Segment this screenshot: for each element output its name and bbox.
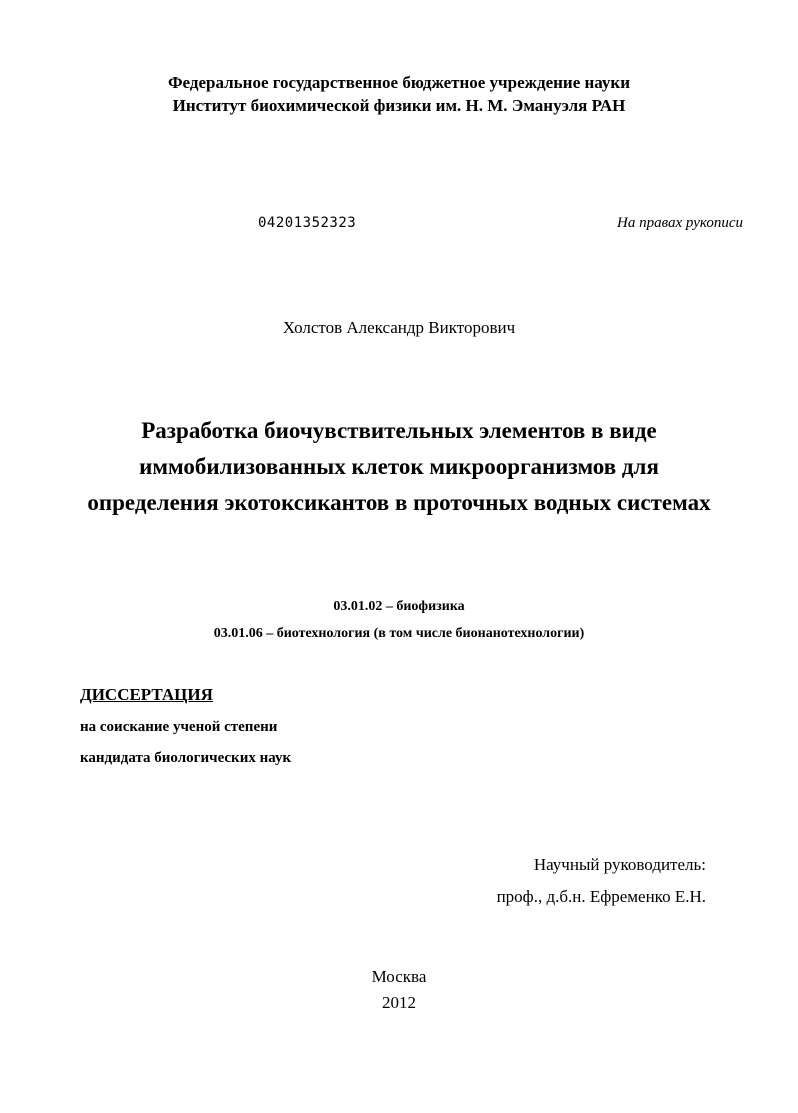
supervisor-label: Научный руководитель:: [533, 855, 706, 874]
title-line-2: иммобилизованных клеток микроорганизмов для: [139, 454, 659, 479]
specialty-1: 03.01.02 – биофизика: [333, 599, 465, 614]
city: Москва: [371, 967, 427, 986]
supervisor-name: проф., д.б.н. Ефременко Е.Н.: [496, 887, 706, 906]
rights-note: На правах рукописи: [617, 215, 743, 231]
title-line-3: определения экотоксикантов в проточных водных системах: [87, 490, 711, 515]
institution-line-1: Федеральное государственное бюджетное учреждение науки: [167, 73, 631, 92]
specialty-2: 03.01.06 – биотехнология (в том числе бионанотехнологии): [213, 626, 585, 641]
dissertation-title: [0, 413, 798, 521]
year: 2012: [382, 993, 416, 1012]
document-code: 04201352323: [258, 215, 357, 231]
degree-line-2: кандидата биологических наук: [80, 750, 292, 766]
title-line-1: Разработка биочувствительных элементов в виде: [141, 418, 657, 443]
author-name: Холстов Александр Викторович: [282, 318, 516, 337]
institution-line-2: Институт биохимической физики им. Н. М. Эмануэля РАН: [172, 96, 626, 115]
degree-line-1: на соискание ученой степени: [80, 719, 278, 735]
degree-heading: ДИССЕРТАЦИЯ: [80, 685, 213, 704]
